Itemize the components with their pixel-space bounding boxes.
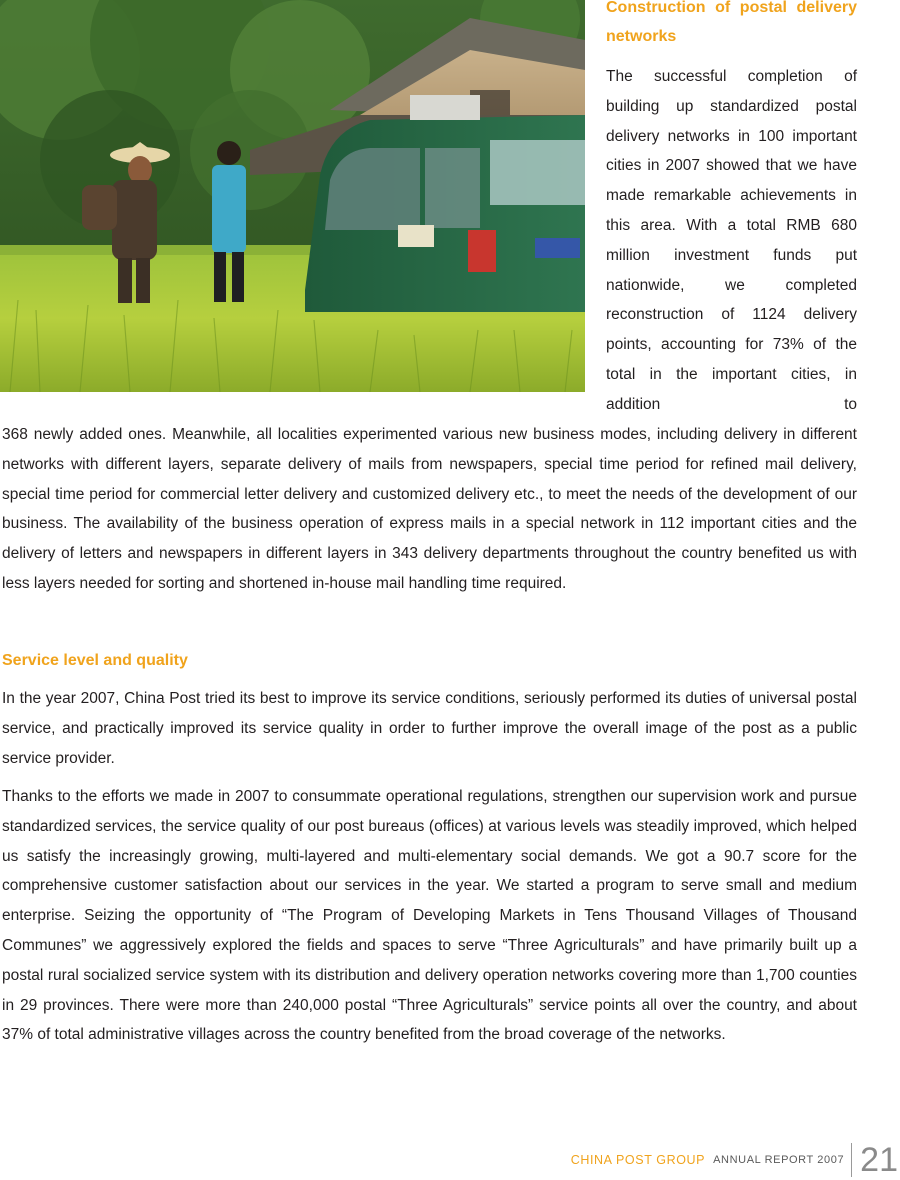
section-heading-service: Service level and quality (2, 652, 188, 669)
page-number: 21 (860, 1141, 898, 1179)
paragraph-service-1: In the year 2007, China Post tried its best to improve its service conditions, seriously performed its duties of universal postal service, and practically improved its service quality in order to further improve the overall image of the post as a public service provider. (2, 690, 857, 767)
footer-divider (851, 1143, 852, 1177)
rural-postal-van-photo (0, 0, 585, 392)
section-heading-construction: Construction of postal delivery networks (606, 0, 857, 45)
paragraph-construction-continued: 368 newly added ones. Meanwhile, all localities experimented various new business modes, including delivery in different networks with different layers, separate delivery of mails from newspapers, special time period for refined mail delivery, special time period for commercial letter delivery and customized delivery etc., to meet the needs of the development of our business. The availability of the business operation of express mails in a special network in 112 important cities and the delivery of letters and newspapers in different layers in 343 delivery departments throughout the country benefited us with less layers needed for sorting and shortened in-house mail handling time required. (2, 426, 857, 592)
paragraph-service-2: Thanks to the efforts we made in 2007 to consummate operational regulations, strengthen our supervision work and pursue standardized services, the service quality of our post bureaus (offices) at various levels was steadily improved, which helped us satisfy the increasingly growing, multi-layered and multi-elementary social demands. We got a 90.7 score for the comprehensive customer satisfaction about our services in the year. We started a program to serve small and medium enterprise. Seizing the opportunity of “The Program of Developing Markets in Tens Thousand Villages of Thousand Communes” we aggressively explored the fields and spaces to serve “Three Agriculturals” and have primarily built up a postal rural socialized service system with its distribution and delivery operation networks covering more than 1,700 counties in 29 provinces. There were more than 240,000 postal “Three Agriculturals” service points all over the country, and about 37% of total administrative villages across the country benefited from the broad coverage of the networks. (2, 788, 857, 1044)
footer-brand: CHINA POST GROUP (570, 1153, 706, 1167)
page-footer (571, 1140, 900, 1180)
paragraph-construction-intro: The successful completion of building up standardized postal delivery networks in 100 important cities in 2007 showed that we have made remarkable achievements in this area. With a total RMB 680 million investment funds put nationwide, we completed reconstruction of 1124 delivery points, accounting for 73% of the total in the important cities, in addition to (606, 68, 857, 413)
footer-report-title: ANNUAL REPORT 2007 (713, 1154, 845, 1166)
